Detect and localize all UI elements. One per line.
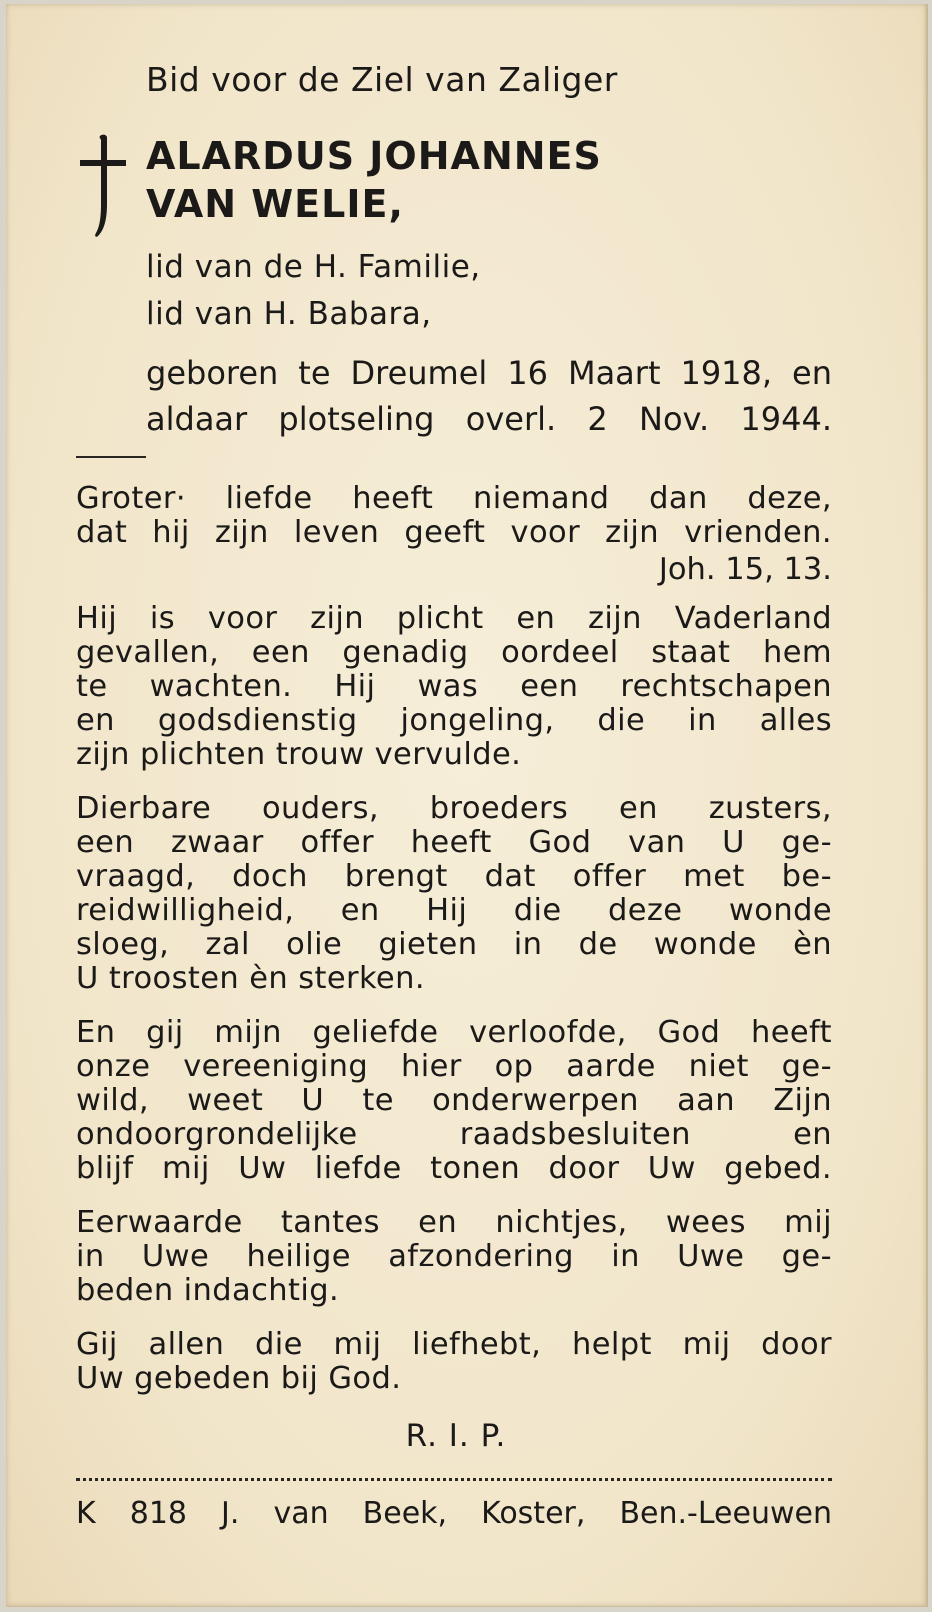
paragraph-line: gevallen, een genadig oordeel staat hem — [76, 635, 832, 670]
paragraph-line: beden indachtig. — [76, 1273, 340, 1308]
quote-line: Groter· liefde heeft niemand dan deze, — [76, 481, 832, 516]
membership-line: lid van de H. Familie, — [146, 249, 481, 285]
divider — [76, 456, 146, 458]
paragraph-line: Dierbare ouders, broeders en zusters, — [76, 791, 832, 826]
quote-line: dat hij zijn leven geeft voor zijn vrienden. — [76, 515, 832, 550]
paragraph-line: U troosten èn sterken. — [76, 961, 425, 996]
cross-icon — [78, 134, 128, 238]
birth-line: geboren te Dreumel 16 Maart 1918, en — [146, 354, 832, 392]
paragraph-line: blijf mij Uw liefde tonen door Uw gebed. — [76, 1151, 832, 1186]
paragraph-line: wild, weet U te onderwerpen aan Zijn — [76, 1083, 832, 1118]
death-line: aldaar plotseling overl. 2 Nov. 1944. — [146, 400, 832, 438]
paragraph-line: Gij allen die mij liefhebt, helpt mij door — [76, 1327, 832, 1362]
prayer-header: Bid voor de Ziel van Zaliger — [146, 60, 618, 99]
deceased-name-line-2: VAN WELIE, — [146, 182, 404, 226]
paragraph-line: Hij is voor zijn plicht en zijn Vaderland — [76, 601, 832, 636]
paragraph-line: zijn plichten trouw vervulde. — [76, 737, 522, 772]
paragraph-line: een zwaar offer heeft God van U ge- — [76, 825, 832, 860]
paragraph-line: onze vereeniging hier op aarde niet ge- — [76, 1049, 832, 1084]
deceased-name-line-1: ALARDUS JOHANNES — [146, 134, 602, 178]
paragraph-line: reidwilligheid, en Hij die deze wonde — [76, 893, 832, 928]
paragraph-line: en godsdienstig jongeling, die in alles — [76, 703, 832, 738]
printer-imprint: K 818 J. van Beek, Koster, Ben.-Leeuwen — [76, 1496, 832, 1531]
dotted-divider — [76, 1478, 832, 1481]
membership-line: lid van H. Babara, — [146, 296, 432, 332]
paragraph-line: En gij mijn geliefde verloofde, God heeft — [76, 1015, 832, 1050]
paragraph-line: sloeg, zal olie gieten in de wonde èn — [76, 927, 832, 962]
paragraph-line: vraagd, doch brengt dat offer met be- — [76, 859, 832, 894]
closing-rip: R. I. P. — [405, 1418, 507, 1454]
paragraph-line: in Uwe heilige afzondering in Uwe ge- — [76, 1239, 832, 1274]
paragraph-line: Eerwaarde tantes en nichtjes, wees mij — [76, 1205, 832, 1240]
paragraph-line: Uw gebeden bij God. — [76, 1361, 402, 1396]
paragraph-line: ondoorgrondelijke raadsbesluiten en — [76, 1117, 832, 1152]
paragraph-line: te wachten. Hij was een rechtschapen — [76, 669, 832, 704]
memorial-card — [6, 4, 928, 1607]
quote-reference: Joh. 15, 13. — [658, 552, 832, 587]
